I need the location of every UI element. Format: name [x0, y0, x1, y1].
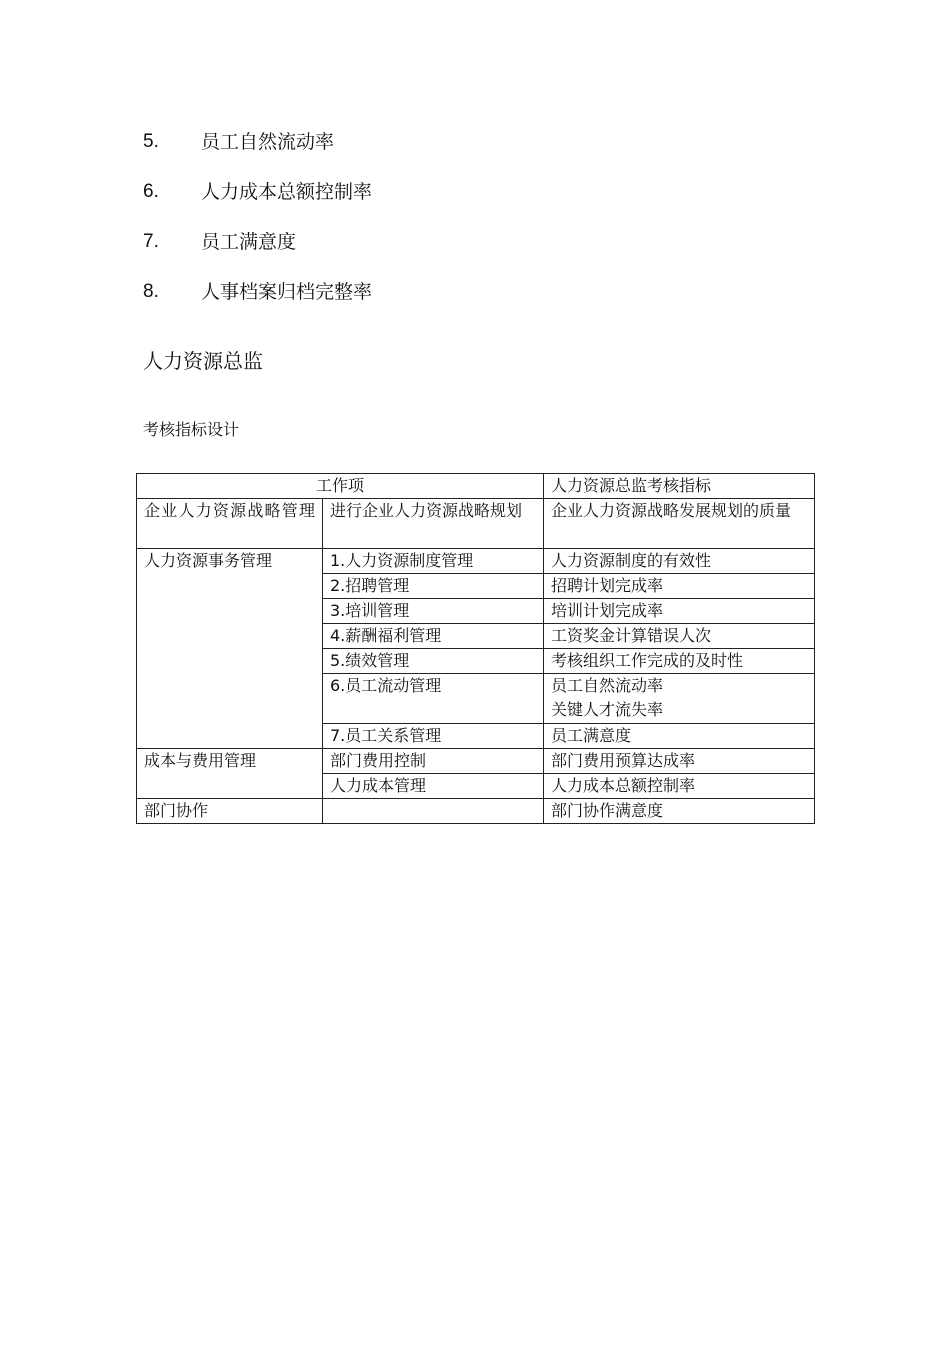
list-text: 人事档案归档完整率 — [201, 281, 373, 303]
indicator-list — [143, 128, 372, 328]
header-kpi: 人力资源总监考核指标 — [544, 474, 815, 499]
kpi-cell: 人力成本总额控制率 — [544, 774, 815, 799]
item-cell: 6.员工流动管理 — [323, 674, 544, 724]
header-work-item: 工作项 — [137, 474, 544, 499]
item-cell: 4.薪酬福利管理 — [323, 624, 544, 649]
item-cell: 3.培训管理 — [323, 599, 544, 624]
list-item — [143, 178, 372, 228]
table-row — [137, 749, 815, 774]
list-number: 7. — [143, 231, 159, 252]
category-cell-continued — [137, 724, 323, 749]
kpi-cell — [544, 674, 815, 724]
kpi-table — [136, 473, 815, 824]
list-text: 人力成本总额控制率 — [201, 181, 373, 203]
table-row — [137, 549, 815, 574]
category-cell-continued — [137, 774, 323, 799]
category-cell-continued — [137, 674, 323, 724]
category-cell: 成本与费用管理 — [137, 749, 323, 774]
table-row — [137, 599, 815, 624]
category-cell-continued — [137, 624, 323, 649]
kpi-line: 员工自然流动率 — [551, 676, 664, 695]
item-cell: 7.员工关系管理 — [323, 724, 544, 749]
category-cell-continued — [137, 599, 323, 624]
category-cell: 部门协作 — [137, 799, 323, 824]
list-item — [143, 228, 372, 278]
table-row — [137, 624, 815, 649]
list-item — [143, 278, 372, 328]
list-item — [143, 128, 372, 178]
table-row — [137, 649, 815, 674]
item-cell — [323, 799, 544, 824]
category-cell: 企业人力资源战略管理 — [137, 499, 323, 549]
item-cell: 人力成本管理 — [323, 774, 544, 799]
kpi-cell: 员工满意度 — [544, 724, 815, 749]
kpi-cell: 培训计划完成率 — [544, 599, 815, 624]
sub-title: 考核指标设计 — [143, 420, 240, 439]
item-cell: 2.招聘管理 — [323, 574, 544, 599]
kpi-cell: 部门费用预算达成率 — [544, 749, 815, 774]
table-row — [137, 574, 815, 599]
list-number: 6. — [143, 181, 159, 202]
table-row — [137, 499, 815, 549]
kpi-cell: 企业人力资源战略发展规划的质量 — [544, 499, 815, 549]
item-cell: 部门费用控制 — [323, 749, 544, 774]
kpi-cell: 工资奖金计算错误人次 — [544, 624, 815, 649]
table-row — [137, 799, 815, 824]
list-text: 员工满意度 — [201, 231, 297, 253]
category-cell-continued — [137, 649, 323, 674]
item-cell: 5.绩效管理 — [323, 649, 544, 674]
kpi-cell: 部门协作满意度 — [544, 799, 815, 824]
category-cell: 人力资源事务管理 — [137, 549, 323, 574]
item-cell: 1.人力资源制度管理 — [323, 549, 544, 574]
kpi-line: 关键人才流失率 — [551, 700, 664, 719]
table-header-row — [137, 474, 815, 499]
list-text: 员工自然流动率 — [201, 131, 335, 153]
category-cell-continued — [137, 574, 323, 599]
kpi-cell: 招聘计划完成率 — [544, 574, 815, 599]
item-cell: 进行企业人力资源战略规划 — [323, 499, 544, 549]
kpi-cell: 考核组织工作完成的及时性 — [544, 649, 815, 674]
list-number: 5. — [143, 131, 159, 152]
table-row — [137, 774, 815, 799]
section-title: 人力资源总监 — [143, 349, 263, 373]
list-number: 8. — [143, 281, 159, 302]
kpi-cell: 人力资源制度的有效性 — [544, 549, 815, 574]
table-row — [137, 724, 815, 749]
table-row — [137, 674, 815, 724]
